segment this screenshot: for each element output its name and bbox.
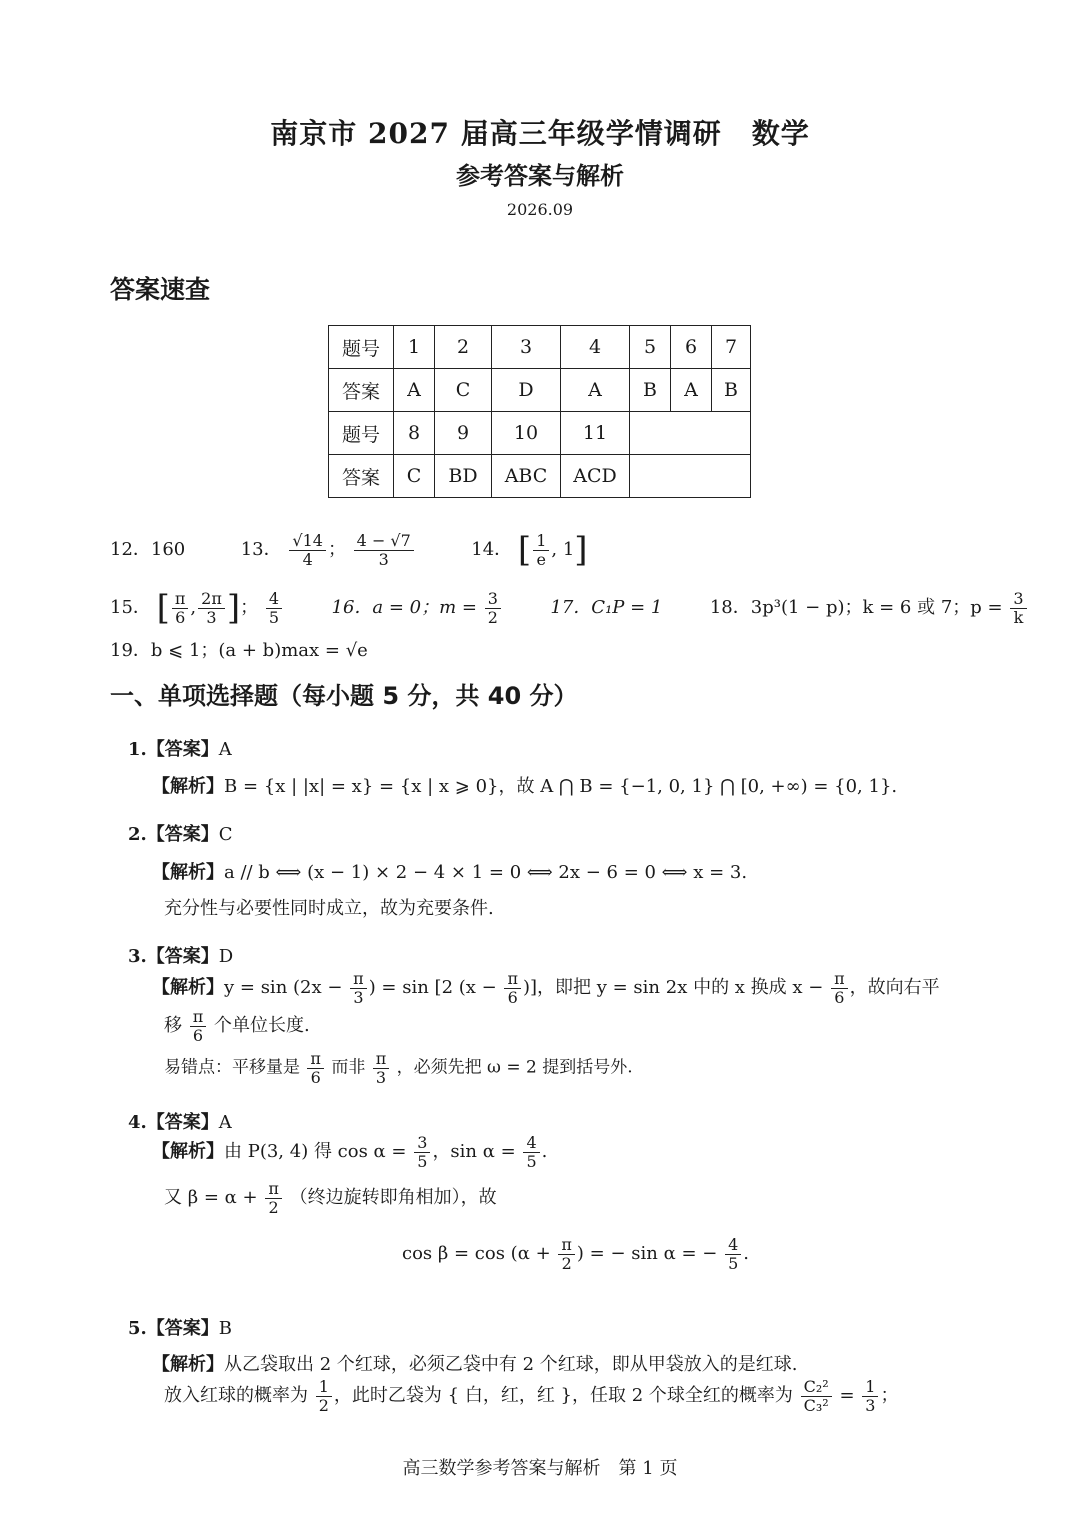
question-5-answer: 5.【答案】B xyxy=(128,1318,233,1339)
fraction: $\frac{√14}{4}$ xyxy=(289,532,326,568)
table-cell: 答案 xyxy=(329,455,394,498)
page-subtitle: 参考答案与解析 xyxy=(456,161,624,190)
table-cell: 2 xyxy=(435,326,492,369)
answer-table xyxy=(328,325,751,498)
question-2-explanation: 【解析】a // b ⟺ (x − 1) × 2 − 4 × 1 = 0 ⟺ 2x − 6 = 0 ⟺ x = 3. xyxy=(152,862,748,883)
fill-answers-row-1: 12．160 13． $\frac{√14}{4}$ ； $\frac{4 - √7}{3}$ 14． [ $\frac{1}{e}$ , 1] xyxy=(110,530,588,570)
fill-answers-row-2: 15． [ $\frac{\pi}{6}$ , $\frac{2\pi}{3}$ ]； $\frac{4}{5}$ 16．a = 0；m = $\frac{3}{2}$ 17．C₁P = 1 18．3p³(1 − p)；k = 6 或 7；p = $\frac{3}{k}$ xyxy=(110,588,1029,628)
section-heading: 一、单项选择题（每小题 5 分，共 40 分） xyxy=(110,682,578,710)
table-cell: 9 xyxy=(435,412,492,455)
table-cell: 答案 xyxy=(329,369,394,412)
fraction: $\frac{2\pi}{3}$ xyxy=(198,590,225,626)
table-cell: A xyxy=(671,369,712,412)
page-date: 2026.09 xyxy=(506,200,574,219)
table-cell: A xyxy=(561,369,630,412)
fraction: $\frac{4}{5}$ xyxy=(266,590,282,626)
table-row xyxy=(329,455,751,498)
table-cell: B xyxy=(630,369,671,412)
table-cell: BD xyxy=(435,455,492,498)
answer-16: 16．a = 0；m = xyxy=(331,597,478,618)
question-4-answer: 4.【答案】A xyxy=(128,1112,232,1133)
fraction: $\frac{\pi}{6}$ xyxy=(172,590,189,626)
question-2-answer: 2.【答案】C xyxy=(128,824,233,845)
table-row xyxy=(329,369,751,412)
fraction: $\frac{3}{2}$ xyxy=(485,590,501,626)
question-3-error-note: 易错点：平移量是 $\frac{\pi}{6}$ 而非 $\frac{\pi}{3}$ ，必须先把 ω = 2 提到括号外. xyxy=(164,1049,633,1087)
answer-17: 17．C₁P = 1 xyxy=(550,597,663,618)
answer-19: 19．b ⩽ 1；(a + b)max = √e xyxy=(110,640,368,661)
table-cell: 4 xyxy=(561,326,630,369)
table-cell: D xyxy=(492,369,561,412)
question-3-explanation-line2: 移 $\frac{\pi}{6}$ 个单位长度. xyxy=(164,1007,310,1045)
table-cell: 1 xyxy=(394,326,435,369)
title-text: 南京市 2027 届高三年级学情调研 xyxy=(270,117,722,150)
fraction: $\frac{4 - √7}{3}$ xyxy=(354,532,414,568)
question-1-answer: 1.【答案】A xyxy=(128,739,232,760)
table-cell: 6 xyxy=(671,326,712,369)
table-row xyxy=(329,412,751,455)
table-cell: ABC xyxy=(492,455,561,498)
question-3-answer: 3.【答案】D xyxy=(128,946,234,967)
table-cell: 5 xyxy=(630,326,671,369)
table-cell: 7 xyxy=(712,326,751,369)
question-4-explanation-line2: 又 β = α + $\frac{\pi}{2}$ （终边旋转即角相加），故 xyxy=(164,1179,497,1217)
table-cell: 8 xyxy=(394,412,435,455)
question-2-explanation-line2: 充分性与必要性同时成立，故为充要条件. xyxy=(164,898,494,919)
page-footer: 高三数学参考答案与解析 第 1 页 xyxy=(402,1458,678,1479)
question-1-explanation: 【解析】B = {x | |x| = x} = {x | x ⩾ 0}，故 A ⋂ B = {−1, 0, 1} ⋂ [0, +∞) = {0, 1}. xyxy=(152,776,898,797)
table-cell: ACD xyxy=(561,455,630,498)
table-cell: 11 xyxy=(561,412,630,455)
table-cell: A xyxy=(394,369,435,412)
answer-13-label: 13． xyxy=(240,539,282,560)
table-cell-empty xyxy=(630,455,751,498)
question-4-explanation: 【解析】由 P(3, 4) 得 cos α = $\frac{3}{5}$ ，sin α = $\frac{4}{5}$ . xyxy=(152,1133,548,1171)
question-5-explanation: 【解析】从乙袋取出 2 个红球，必须乙袋中有 2 个红球，即从甲袋放入的是红球. xyxy=(152,1354,798,1375)
answer-14-label: 14． xyxy=(471,539,513,560)
table-cell: 3 xyxy=(492,326,561,369)
answer-14-tail: , 1 xyxy=(551,539,575,560)
table-row xyxy=(329,326,751,369)
page-title xyxy=(0,112,1080,152)
table-cell: 题号 xyxy=(329,412,394,455)
fraction: $\frac{1}{e}$ xyxy=(533,532,549,568)
subject-text: 数学 xyxy=(751,117,810,150)
answer-15-label: 15． xyxy=(110,597,151,618)
table-cell: B xyxy=(712,369,751,412)
question-3-explanation: 【解析】y = sin (2x − $\frac{\pi}{3}$ ) = sin [2 (x − $\frac{\pi}{6}$ )]，即把 y = sin 2x 中的 x 换成 x − $\frac{\pi}{6}$ ，故向右平 xyxy=(152,969,940,1007)
answer-18: 18．3p³(1 − p)；k = 6 或 7；p = xyxy=(709,597,1003,618)
table-cell: 题号 xyxy=(329,326,394,369)
question-5-explanation-line2: 放入红球的概率为 $\frac{1}{2}$ ，此时乙袋为 { 白，红，红 }，任取 2 个球全红的概率为 $\frac{\text{C₂²}}{\text{C₃²}}$ = $\frac{1}{3}$ ； xyxy=(164,1377,899,1415)
table-cell: 10 xyxy=(492,412,561,455)
fraction: $\frac{3}{k}$ xyxy=(1010,590,1026,626)
question-4-equation: cos β = cos (α + $\frac{\pi}{2}$ ) = − sin α = − $\frac{4}{5}$ . xyxy=(402,1235,750,1273)
answer-12: 12．160 xyxy=(110,539,186,560)
table-cell: C xyxy=(394,455,435,498)
table-cell: C xyxy=(435,369,492,412)
quick-answers-heading: 答案速查 xyxy=(110,275,211,304)
table-cell-empty xyxy=(630,412,751,455)
